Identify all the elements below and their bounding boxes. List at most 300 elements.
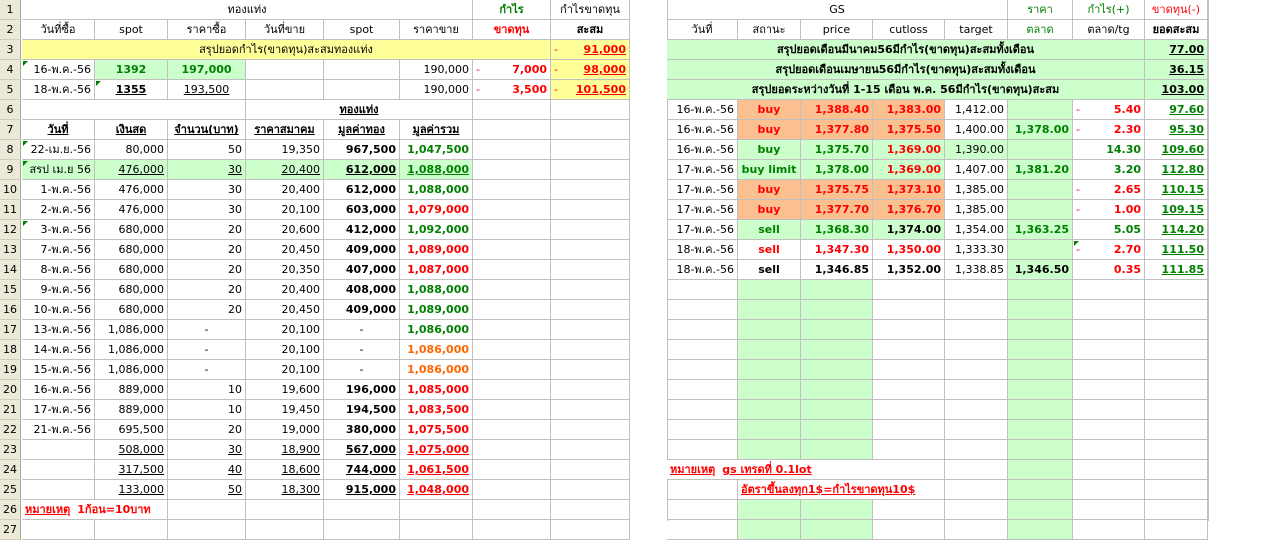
date[interactable]: 2-พ.ค.-56 <box>22 200 95 220</box>
blank[interactable] <box>168 520 246 540</box>
cash[interactable]: 1,086,000 <box>95 360 168 380</box>
row-header[interactable]: 8 <box>0 140 21 160</box>
blank[interactable] <box>1073 500 1145 520</box>
blank[interactable] <box>473 440 551 460</box>
trade-cutloss[interactable]: 1,375.50 <box>873 120 945 140</box>
row-header[interactable]: 18 <box>0 340 21 360</box>
date[interactable]: 10-พ.ค.-56 <box>22 300 95 320</box>
association-price[interactable]: 20,400 <box>246 180 324 200</box>
association-price[interactable]: 20,600 <box>246 220 324 240</box>
total-value[interactable]: 1,048,000 <box>400 480 473 500</box>
blank[interactable] <box>1145 280 1208 300</box>
trade-price[interactable]: 1,377.70 <box>801 200 873 220</box>
blank[interactable] <box>246 520 324 540</box>
blank[interactable] <box>473 320 551 340</box>
gs-note-rate[interactable]: อัตราขึ้นลงทุก1$=กำไรขาดทุน10$ <box>738 480 945 500</box>
row-header[interactable]: 10 <box>0 180 21 200</box>
total-value[interactable]: 1,088,000 <box>400 280 473 300</box>
association-price[interactable]: 20,100 <box>246 200 324 220</box>
association-price[interactable]: 18,300 <box>246 480 324 500</box>
blank[interactable] <box>1145 520 1208 540</box>
blank[interactable] <box>473 280 551 300</box>
blank[interactable] <box>473 120 551 140</box>
blank[interactable] <box>873 400 945 420</box>
loss-header[interactable]: ขาดทุน(-) <box>1145 0 1208 20</box>
blank[interactable] <box>473 200 551 220</box>
column-header[interactable]: ขาดทุน <box>473 20 551 40</box>
buy-date[interactable]: 16-พ.ค.-56 <box>22 60 95 80</box>
trade-target[interactable]: 1,400.00 <box>945 120 1008 140</box>
blank[interactable] <box>801 320 873 340</box>
blank[interactable] <box>945 340 1008 360</box>
quantity[interactable]: 20 <box>168 300 246 320</box>
gold-value[interactable]: - <box>324 340 400 360</box>
profit-loss[interactable] <box>1073 220 1145 240</box>
blank[interactable] <box>400 520 473 540</box>
blank[interactable] <box>1008 500 1073 520</box>
blank[interactable] <box>551 400 630 420</box>
gold-value[interactable]: 194,500 <box>324 400 400 420</box>
market-price[interactable]: 1,346.50 <box>1008 260 1073 280</box>
cash[interactable]: 680,000 <box>95 220 168 240</box>
blank[interactable] <box>551 180 630 200</box>
monthly-summary-label[interactable]: สรุปยอดเดือนเมษายน56มีกำไร(ขาดทุน)สะสมทั้งเดือน <box>667 60 1145 80</box>
blank[interactable] <box>873 300 945 320</box>
blank[interactable] <box>551 440 630 460</box>
profit-loss[interactable] <box>473 60 551 80</box>
blank[interactable] <box>1073 440 1145 460</box>
total-value[interactable]: 1,089,000 <box>400 240 473 260</box>
blank[interactable] <box>1073 460 1145 480</box>
blank[interactable] <box>551 340 630 360</box>
row-header[interactable]: 5 <box>0 80 21 100</box>
sell-price[interactable]: 190,000 <box>400 60 473 80</box>
total-value[interactable]: 1,088,000 <box>400 160 473 180</box>
blank[interactable] <box>945 420 1008 440</box>
trade-date[interactable]: 18-พ.ค.-56 <box>667 240 738 260</box>
blank[interactable] <box>473 460 551 480</box>
blank[interactable] <box>1008 520 1073 540</box>
row-header[interactable]: 7 <box>0 120 21 140</box>
gold-summary-label[interactable]: สรุปยอดกำไร(ขาดทุน)สะสมทองแท่ง <box>22 40 551 60</box>
gold-column-header[interactable]: เงินสด <box>95 120 168 140</box>
column-header[interactable]: ราคาซื้อ <box>168 20 246 40</box>
row-header[interactable]: 20 <box>0 380 21 400</box>
market-price[interactable] <box>1008 100 1073 120</box>
trade-date[interactable]: 17-พ.ค.-56 <box>667 200 738 220</box>
blank[interactable] <box>873 520 945 540</box>
quantity[interactable]: 20 <box>168 420 246 440</box>
total-value[interactable]: 1,086,000 <box>400 360 473 380</box>
total-value[interactable]: 1,086,000 <box>400 340 473 360</box>
blank[interactable] <box>667 360 738 380</box>
gold-value[interactable]: 409,000 <box>324 300 400 320</box>
blank[interactable] <box>551 100 630 120</box>
row-header[interactable]: 19 <box>0 360 21 380</box>
quantity[interactable]: - <box>168 340 246 360</box>
gold-value[interactable]: 408,000 <box>324 280 400 300</box>
blank[interactable] <box>551 260 630 280</box>
gold-column-header[interactable]: จำนวน(บาท) <box>168 120 246 140</box>
blank[interactable] <box>1145 500 1208 520</box>
quantity[interactable]: 20 <box>168 240 246 260</box>
total-value[interactable]: 1,087,000 <box>400 260 473 280</box>
buy-date[interactable]: 18-พ.ค.-56 <box>22 80 95 100</box>
trade-date[interactable]: 16-พ.ค.-56 <box>667 140 738 160</box>
trade-price[interactable]: 1,388.40 <box>801 100 873 120</box>
blank[interactable] <box>738 360 801 380</box>
blank[interactable] <box>1145 300 1208 320</box>
date[interactable]: 15-พ.ค.-56 <box>22 360 95 380</box>
blank[interactable] <box>801 500 873 520</box>
monthly-summary-value[interactable]: 103.00 <box>1145 80 1208 100</box>
row-header[interactable]: 21 <box>0 400 21 420</box>
accumulated-total[interactable]: 111.50 <box>1145 240 1208 260</box>
trade-status[interactable]: buy <box>738 180 801 200</box>
gs-column-header[interactable]: target <box>945 20 1008 40</box>
market-price[interactable] <box>1008 200 1073 220</box>
blank[interactable] <box>551 160 630 180</box>
blank[interactable] <box>473 400 551 420</box>
gold-value[interactable]: 409,000 <box>324 240 400 260</box>
gold-value[interactable]: 380,000 <box>324 420 400 440</box>
quantity[interactable]: - <box>168 320 246 340</box>
row-header[interactable]: 15 <box>0 280 21 300</box>
column-header[interactable]: สะสม <box>551 20 630 40</box>
monthly-summary-value[interactable]: 36.15 <box>1145 60 1208 80</box>
trade-target[interactable]: 1,338.85 <box>945 260 1008 280</box>
row-header[interactable]: 13 <box>0 240 21 260</box>
blank[interactable] <box>801 420 873 440</box>
spot-value[interactable]: 1355 <box>95 80 168 100</box>
blank[interactable] <box>473 420 551 440</box>
cash[interactable]: 80,000 <box>95 140 168 160</box>
blank[interactable] <box>1145 320 1208 340</box>
profit-loss[interactable] <box>1073 100 1145 120</box>
blank[interactable] <box>801 520 873 540</box>
gs-column-header[interactable]: ยอดสะสม <box>1145 20 1208 40</box>
gold-value[interactable]: 744,000 <box>324 460 400 480</box>
blank[interactable] <box>738 380 801 400</box>
quantity[interactable]: 20 <box>168 280 246 300</box>
blank[interactable] <box>473 220 551 240</box>
blank[interactable] <box>1008 280 1073 300</box>
trade-cutloss[interactable]: 1,350.00 <box>873 240 945 260</box>
cash[interactable]: 680,000 <box>95 260 168 280</box>
blank[interactable] <box>22 520 95 540</box>
blank[interactable] <box>738 320 801 340</box>
row-header[interactable]: 6 <box>0 100 21 120</box>
cash[interactable]: 476,000 <box>95 200 168 220</box>
date[interactable]: 7-พ.ค.-56 <box>22 240 95 260</box>
monthly-summary-label[interactable]: สรุปยอดระหว่างวันที่ 1-15 เดือน พ.ค. 56มีกำไร(ขาดทุน)สะสม <box>667 80 1145 100</box>
blank[interactable] <box>473 520 551 540</box>
row-header[interactable]: 11 <box>0 200 21 220</box>
blank[interactable] <box>667 440 738 460</box>
cash[interactable]: 317,500 <box>95 460 168 480</box>
trade-target[interactable]: 1,412.00 <box>945 100 1008 120</box>
blank[interactable] <box>738 340 801 360</box>
date[interactable]: 17-พ.ค.-56 <box>22 400 95 420</box>
blank[interactable] <box>738 440 801 460</box>
profit-loss[interactable] <box>1073 240 1145 260</box>
blank[interactable] <box>473 180 551 200</box>
accumulated-total[interactable]: 114.20 <box>1145 220 1208 240</box>
row-header[interactable]: 9 <box>0 160 21 180</box>
blank[interactable] <box>738 500 801 520</box>
blank[interactable] <box>945 380 1008 400</box>
column-header[interactable]: spot <box>324 20 400 40</box>
blank[interactable] <box>667 480 738 500</box>
trade-status[interactable]: buy <box>738 120 801 140</box>
date[interactable]: สรป เม.ย 56 <box>22 160 95 180</box>
association-price[interactable]: 20,450 <box>246 240 324 260</box>
quantity[interactable]: 20 <box>168 260 246 280</box>
cash[interactable]: 1,086,000 <box>95 320 168 340</box>
quantity[interactable]: 30 <box>168 180 246 200</box>
blank[interactable] <box>945 360 1008 380</box>
association-price[interactable]: 20,450 <box>246 300 324 320</box>
accumulated-total[interactable]: 95.30 <box>1145 120 1208 140</box>
sell-date[interactable] <box>246 60 324 80</box>
quantity[interactable]: 50 <box>168 140 246 160</box>
gold-value[interactable]: 603,000 <box>324 200 400 220</box>
trade-target[interactable]: 1,407.00 <box>945 160 1008 180</box>
blank[interactable] <box>945 300 1008 320</box>
blank[interactable] <box>667 340 738 360</box>
profit-loss[interactable] <box>1073 140 1145 160</box>
market-price[interactable]: 1,381.20 <box>1008 160 1073 180</box>
blank[interactable] <box>551 420 630 440</box>
profit-loss[interactable] <box>1073 180 1145 200</box>
trade-price[interactable]: 1,375.75 <box>801 180 873 200</box>
total-value[interactable]: 1,088,000 <box>400 180 473 200</box>
blank[interactable] <box>473 340 551 360</box>
blank[interactable] <box>473 380 551 400</box>
blank[interactable] <box>873 360 945 380</box>
blank[interactable] <box>95 520 168 540</box>
blank[interactable] <box>551 300 630 320</box>
total-value[interactable]: 1,083,500 <box>400 400 473 420</box>
blank[interactable] <box>667 280 738 300</box>
trade-price[interactable]: 1,375.70 <box>801 140 873 160</box>
accumulated-total[interactable]: 110.15 <box>1145 180 1208 200</box>
cash[interactable]: 889,000 <box>95 380 168 400</box>
trade-status[interactable]: buy <box>738 100 801 120</box>
date[interactable] <box>22 480 95 500</box>
trade-cutloss[interactable]: 1,376.70 <box>873 200 945 220</box>
blank[interactable] <box>738 300 801 320</box>
date[interactable]: 16-พ.ค.-56 <box>22 380 95 400</box>
cash[interactable]: 889,000 <box>95 400 168 420</box>
blank[interactable] <box>801 340 873 360</box>
profit-loss[interactable] <box>1073 200 1145 220</box>
sell-spot[interactable] <box>324 80 400 100</box>
quantity[interactable]: 50 <box>168 480 246 500</box>
blank[interactable] <box>1073 420 1145 440</box>
blank[interactable] <box>801 300 873 320</box>
quantity[interactable]: 10 <box>168 400 246 420</box>
blank[interactable] <box>801 360 873 380</box>
blank[interactable] <box>22 100 246 120</box>
blank[interactable] <box>738 400 801 420</box>
blank[interactable] <box>324 520 400 540</box>
blank[interactable] <box>1145 340 1208 360</box>
column-header[interactable]: วันที่ซื้อ <box>22 20 95 40</box>
gold-value[interactable]: 967,500 <box>324 140 400 160</box>
blank[interactable] <box>551 460 630 480</box>
date[interactable]: 8-พ.ค.-56 <box>22 260 95 280</box>
blank[interactable] <box>945 280 1008 300</box>
gs-header[interactable]: GS <box>667 0 1008 20</box>
quantity[interactable]: 30 <box>168 200 246 220</box>
blank[interactable] <box>945 320 1008 340</box>
gold-value[interactable]: 612,000 <box>324 160 400 180</box>
quantity[interactable]: - <box>168 360 246 380</box>
blank[interactable] <box>1145 480 1208 500</box>
profit-loss[interactable] <box>473 80 551 100</box>
blank[interactable] <box>873 500 945 520</box>
date[interactable] <box>22 460 95 480</box>
gold-value[interactable]: 612,000 <box>324 180 400 200</box>
gold-summary-total[interactable] <box>551 40 630 60</box>
trade-target[interactable]: 1,333.30 <box>945 240 1008 260</box>
trade-cutloss[interactable]: 1,369.00 <box>873 140 945 160</box>
column-header[interactable]: ราคาขาย <box>400 20 473 40</box>
blank[interactable] <box>738 420 801 440</box>
cash[interactable]: 1,086,000 <box>95 340 168 360</box>
row-header[interactable]: 1 <box>0 0 21 20</box>
trade-status[interactable]: buy limit <box>738 160 801 180</box>
total-value[interactable]: 1,075,500 <box>400 420 473 440</box>
cash[interactable]: 476,000 <box>95 160 168 180</box>
blank[interactable] <box>551 200 630 220</box>
association-price[interactable]: 18,600 <box>246 460 324 480</box>
gold-column-header[interactable]: ราคาสมาคม <box>246 120 324 140</box>
date[interactable]: 14-พ.ค.-56 <box>22 340 95 360</box>
blank[interactable] <box>324 500 400 520</box>
row-header[interactable]: 3 <box>0 40 21 60</box>
blank[interactable] <box>1073 300 1145 320</box>
association-price[interactable]: 20,400 <box>246 160 324 180</box>
association-price[interactable]: 20,100 <box>246 320 324 340</box>
blank[interactable] <box>1008 440 1073 460</box>
header-accumulated[interactable]: กำไรขาดทุน <box>551 0 630 20</box>
blank[interactable] <box>873 380 945 400</box>
trade-target[interactable]: 1,390.00 <box>945 140 1008 160</box>
blank[interactable] <box>873 340 945 360</box>
blank[interactable] <box>667 300 738 320</box>
gs-column-header[interactable]: ตลาด <box>1008 20 1073 40</box>
quantity[interactable]: 20 <box>168 220 246 240</box>
blank[interactable] <box>551 500 630 520</box>
date[interactable]: 13-พ.ค.-56 <box>22 320 95 340</box>
row-header[interactable]: 2 <box>0 20 21 40</box>
blank[interactable] <box>1145 380 1208 400</box>
gold-value[interactable]: 915,000 <box>324 480 400 500</box>
quantity[interactable]: 10 <box>168 380 246 400</box>
row-header[interactable]: 4 <box>0 60 21 80</box>
total-value[interactable]: 1,047,500 <box>400 140 473 160</box>
blank[interactable] <box>246 500 324 520</box>
blank[interactable] <box>1145 360 1208 380</box>
blank[interactable] <box>551 480 630 500</box>
blank[interactable] <box>473 160 551 180</box>
blank[interactable] <box>551 360 630 380</box>
total-value[interactable]: 1,089,000 <box>400 300 473 320</box>
trade-status[interactable]: buy <box>738 140 801 160</box>
monthly-summary-value[interactable]: 77.00 <box>1145 40 1208 60</box>
accumulated-total[interactable]: 97.60 <box>1145 100 1208 120</box>
blank[interactable] <box>551 140 630 160</box>
accumulated-total[interactable]: 112.80 <box>1145 160 1208 180</box>
gs-column-header[interactable]: ตลาด/tg <box>1073 20 1145 40</box>
trade-price[interactable]: 1,377.80 <box>801 120 873 140</box>
gold-value[interactable]: 412,000 <box>324 220 400 240</box>
quantity[interactable]: 30 <box>168 440 246 460</box>
cash[interactable]: 680,000 <box>95 240 168 260</box>
blank[interactable] <box>473 500 551 520</box>
quantity[interactable]: 30 <box>168 160 246 180</box>
blank[interactable] <box>551 380 630 400</box>
row-header[interactable]: 12 <box>0 220 21 240</box>
market-price[interactable]: 1,378.00 <box>1008 120 1073 140</box>
gold-column-header[interactable]: วันที่ <box>22 120 95 140</box>
trade-status[interactable]: buy <box>738 200 801 220</box>
buy-price[interactable]: 197,000 <box>168 60 246 80</box>
row-header[interactable]: 24 <box>0 460 21 480</box>
blank[interactable] <box>551 320 630 340</box>
trade-status[interactable]: sell <box>738 220 801 240</box>
gs-note[interactable] <box>667 460 945 480</box>
blank[interactable] <box>667 500 738 520</box>
trade-cutloss[interactable]: 1,352.00 <box>873 260 945 280</box>
market-price[interactable] <box>1008 140 1073 160</box>
spot-value[interactable]: 1392 <box>95 60 168 80</box>
accumulated-total[interactable]: 111.85 <box>1145 260 1208 280</box>
total-value[interactable]: 1,092,000 <box>400 220 473 240</box>
gold-column-header[interactable]: มูลค่าทอง <box>324 120 400 140</box>
trade-cutloss[interactable]: 1,373.10 <box>873 180 945 200</box>
blank[interactable] <box>1145 460 1208 480</box>
cash[interactable]: 133,000 <box>95 480 168 500</box>
trade-cutloss[interactable]: 1,383.00 <box>873 100 945 120</box>
accumulated[interactable] <box>551 60 630 80</box>
blank[interactable] <box>801 440 873 460</box>
trade-date[interactable]: 16-พ.ค.-56 <box>667 100 738 120</box>
trade-cutloss[interactable]: 1,369.00 <box>873 160 945 180</box>
blank[interactable] <box>945 400 1008 420</box>
blank[interactable] <box>801 400 873 420</box>
cash[interactable]: 508,000 <box>95 440 168 460</box>
blank[interactable] <box>1008 340 1073 360</box>
blank[interactable] <box>473 260 551 280</box>
date[interactable]: 3-พ.ค.-56 <box>22 220 95 240</box>
blank[interactable] <box>1008 380 1073 400</box>
blank[interactable] <box>801 380 873 400</box>
trade-date[interactable]: 17-พ.ค.-56 <box>667 220 738 240</box>
row-header[interactable]: 22 <box>0 420 21 440</box>
date[interactable]: 1-พ.ค.-56 <box>22 180 95 200</box>
profit-loss[interactable] <box>1073 260 1145 280</box>
price-header[interactable]: ราคา <box>1008 0 1073 20</box>
date[interactable]: 22-เม.ย.-56 <box>22 140 95 160</box>
gs-column-header[interactable]: price <box>801 20 873 40</box>
market-price[interactable] <box>1008 240 1073 260</box>
blank[interactable] <box>945 480 1008 500</box>
header-gold-bar[interactable]: ทองแท่ง <box>22 0 473 20</box>
market-price[interactable]: 1,363.25 <box>1008 220 1073 240</box>
